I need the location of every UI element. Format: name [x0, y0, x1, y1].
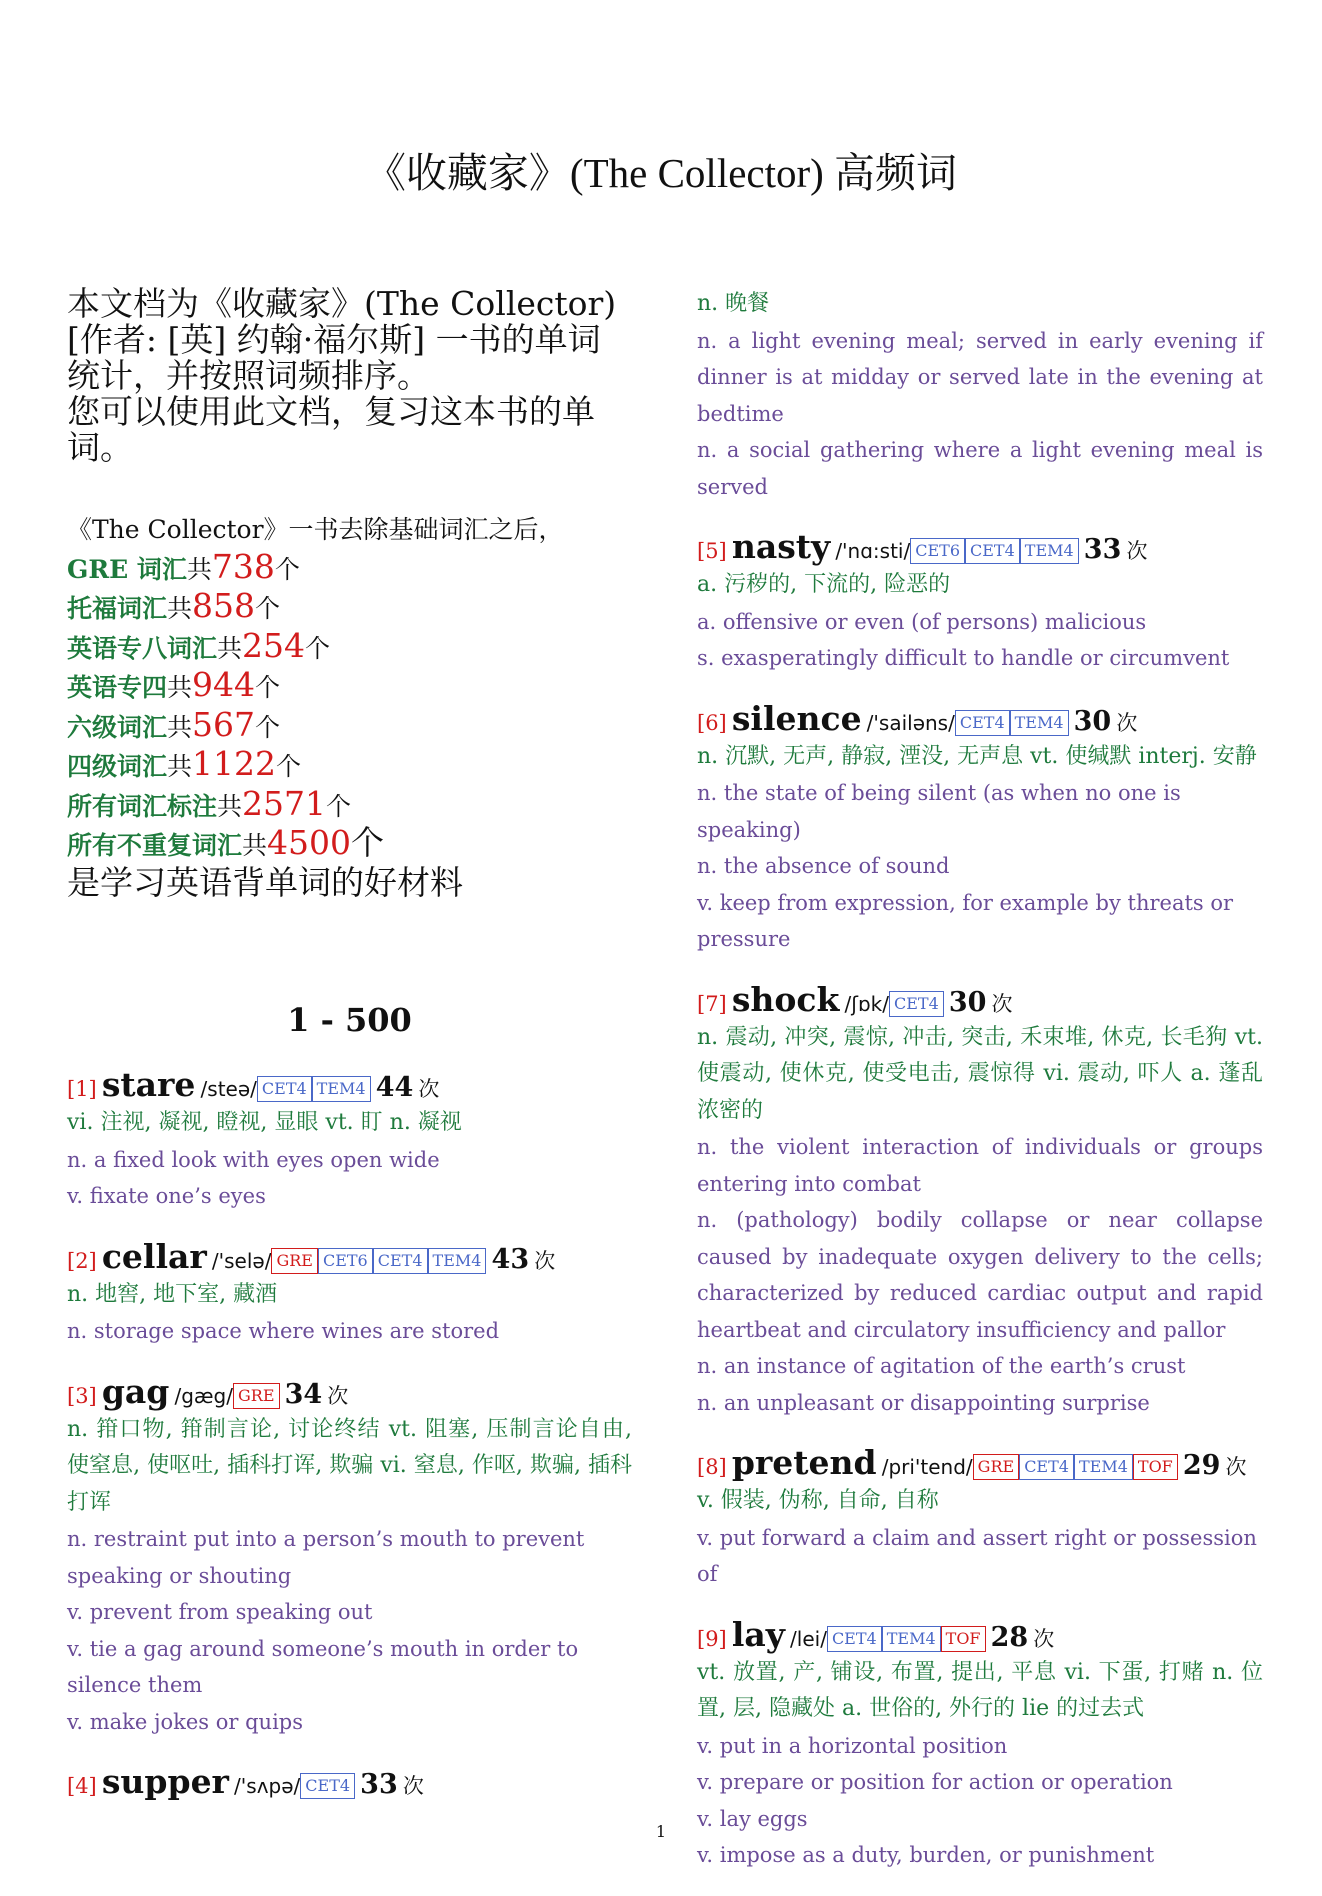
chinese-definition: n. 沉默, 无声, 静寂, 湮没, 无声息 vt. 使缄默 interj. 安静 — [697, 743, 1257, 769]
stat-label: 英语专四 — [67, 673, 168, 702]
headword: stare — [101, 1065, 196, 1104]
stat-mid: 共 — [167, 752, 193, 781]
word-entry — [697, 699, 1263, 958]
stat-value: 858 — [192, 586, 256, 625]
phonetic: /ʃɒk/ — [844, 991, 889, 1016]
headword-line — [697, 527, 1263, 567]
stat-mid: 共 — [217, 633, 243, 663]
english-definition: v. impose as a duty, burden, or punishment — [697, 1843, 1155, 1867]
english-definition: v. lay eggs — [697, 1806, 808, 1831]
chinese-definition: n. 地窖, 地下室, 藏酒 — [67, 1281, 278, 1307]
tag-badge: GRE — [271, 1248, 318, 1274]
word-entry-continued — [697, 286, 1263, 505]
right-column — [697, 286, 1263, 1896]
headword: gag — [101, 1371, 170, 1411]
entry-index: [3] — [67, 1383, 97, 1408]
stat-label: 四级词汇 — [67, 752, 168, 781]
stat-value: 738 — [211, 546, 275, 586]
english-definition: n. a light evening meal; served in early evening if dinner is at midday or served late in the evening at bedtime — [697, 328, 1263, 426]
stat-mid: 共 — [167, 712, 193, 742]
english-definition: v. keep from expression, for example by threats or pressure — [697, 890, 1234, 951]
tag-badge: TEM4 — [1074, 1454, 1133, 1480]
tag-badge: CET4 — [827, 1626, 882, 1652]
english-definition: v. fixate one’s eyes — [67, 1184, 266, 1208]
frequency-count: 44 — [375, 1072, 414, 1103]
stat-mid: 共 — [217, 791, 243, 821]
word-entry — [697, 527, 1263, 677]
english-definition: n. the absence of sound — [697, 854, 950, 878]
headword: cellar — [101, 1236, 207, 1276]
phonetic: /'nɑ:sti/ — [835, 539, 911, 563]
stat-line — [67, 783, 632, 826]
stat-unit: 个 — [276, 752, 302, 781]
chinese-definition: a. 污秽的, 下流的, 险恶的 — [697, 572, 951, 597]
frequency-unit: 次 — [1225, 1455, 1247, 1479]
phonetic: /gæg/ — [174, 1383, 233, 1408]
headword: supper — [101, 1762, 229, 1801]
stat-line — [67, 546, 632, 589]
headword-line — [697, 1443, 1263, 1483]
tag-badge: CET4 — [257, 1076, 312, 1102]
stats-heading: 《The Collector》一书去除基础词汇之后， — [67, 515, 564, 544]
stat-line — [67, 625, 632, 668]
headword-line — [697, 980, 1263, 1020]
headword: silence — [731, 698, 862, 738]
english-definition: n. the violent interaction of individuals or groups entering into combat — [697, 1135, 1263, 1196]
stat-line — [67, 667, 632, 707]
tag-badge: TEM4 — [1010, 710, 1069, 736]
headword: lay — [731, 1614, 785, 1654]
headword-line — [697, 1615, 1263, 1655]
stat-label: 英语专八词汇 — [67, 633, 218, 663]
english-definition: n. an unpleasant or disappointing surprise — [697, 1390, 1150, 1415]
frequency-count: 33 — [1083, 534, 1122, 565]
english-definition: s. exasperatingly difficult to handle or circumvent — [697, 646, 1230, 670]
frequency-count: 29 — [1182, 1450, 1221, 1481]
entry-index: [2] — [67, 1248, 97, 1273]
phonetic: /'selə/ — [211, 1248, 272, 1273]
word-entry — [697, 1443, 1263, 1593]
headword-line — [67, 1065, 632, 1105]
stat-unit: 个 — [305, 633, 331, 663]
chinese-definition: vi. 注视, 凝视, 瞪视, 显眼 vt. 盯 n. 凝视 — [67, 1110, 462, 1135]
stat-value: 567 — [192, 704, 256, 744]
tag-badge: TEM4 — [428, 1248, 487, 1274]
headword-line — [697, 699, 1263, 739]
tag-badge: GRE — [233, 1383, 280, 1409]
vocab-stats — [67, 512, 632, 901]
chinese-definition: n. 震动, 冲突, 震惊, 冲击, 突击, 禾束堆, 休克, 长毛狗 vt. 使震动, 使休克, 使受电击, 震惊得 vi. 震动, 吓人 a. 蓬乱浓密的 — [697, 1024, 1263, 1123]
frequency-unit: 次 — [418, 1077, 440, 1101]
english-definition: v. tie a gag around someone’s mouth in order to silence them — [67, 1636, 579, 1697]
english-definition: n. a fixed look with eyes open wide — [67, 1147, 440, 1172]
frequency-count: 28 — [990, 1621, 1029, 1653]
chinese-definition: n. 箝口物, 箝制言论, 讨论终结 vt. 阻塞, 压制言论自由, 使窒息, 使呕吐, 插科打诨, 欺骗 vi. 窒息, 作呕, 欺骗, 插科打诨 — [67, 1416, 632, 1515]
english-definition: a. offensive or even (of persons) malicious — [697, 609, 1147, 634]
tag-badge: CET4 — [1019, 1454, 1074, 1480]
tag-badge: TEM4 — [882, 1626, 941, 1652]
entry-index: [1] — [67, 1077, 97, 1101]
tag-badge: CET4 — [955, 710, 1010, 736]
stat-value: 254 — [242, 625, 306, 665]
english-definition: v. prevent from speaking out — [67, 1600, 373, 1624]
phonetic: /pri'tend/ — [881, 1455, 973, 1479]
english-definition: n. an instance of agitation of the earth’s crust — [697, 1354, 1186, 1378]
stat-unit: 个 — [255, 673, 281, 702]
frequency-count: 30 — [948, 986, 987, 1018]
left-column — [67, 286, 632, 1824]
tag-badge: TOF — [1133, 1454, 1178, 1480]
entry-index: [7] — [697, 991, 727, 1016]
chinese-definition: n. 晚餐 — [697, 291, 770, 316]
frequency-count: 30 — [1073, 705, 1112, 737]
english-definition: n. (pathology) bodily collapse or near collapse caused by inadequate oxygen delivery to the cells; characterized by reduced cardiac output and rapid heartbeat and circulatory insufficiency and pallor — [697, 1208, 1263, 1342]
entry-index: [9] — [697, 1626, 727, 1651]
phonetic: /lei/ — [790, 1626, 827, 1651]
stat-line — [67, 704, 632, 747]
frequency-count: 34 — [284, 1378, 323, 1410]
tag-badge: CET6 — [910, 538, 965, 564]
english-definition: n. the state of being silent (as when no one is speaking) — [697, 781, 1181, 842]
frequency-count: 33 — [360, 1769, 398, 1800]
frequency-unit: 次 — [991, 991, 1013, 1016]
frequency-unit: 次 — [327, 1383, 349, 1408]
page-number: 1 — [655, 1822, 667, 1841]
stat-unit: 个 — [255, 712, 281, 742]
phonetic: /'sailəns/ — [866, 710, 955, 735]
frequency-unit: 次 — [402, 1774, 424, 1798]
word-entry — [697, 980, 1263, 1422]
range-heading: 1 - 500 — [287, 1001, 412, 1039]
stat-unit: 个 — [351, 823, 385, 862]
headword: shock — [731, 979, 840, 1019]
stat-label: 所有词汇标注 — [67, 791, 218, 821]
tag-badge: TEM4 — [1020, 538, 1079, 564]
tag-badge: TOF — [941, 1626, 986, 1652]
tag-badge: CET4 — [373, 1248, 428, 1274]
word-entry — [67, 1065, 632, 1215]
stat-mid: 共 — [167, 594, 193, 623]
tag-badge: GRE — [973, 1454, 1020, 1480]
stat-mid: 共 — [186, 554, 212, 584]
page-title: 《收藏家》(The Collector) 高频词 — [364, 150, 958, 196]
english-definition: v. prepare or position for action or operation — [697, 1770, 1173, 1794]
entry-index: [4] — [67, 1774, 97, 1798]
stat-value: 944 — [192, 665, 256, 704]
stat-value: 2571 — [242, 783, 327, 823]
intro — [67, 286, 632, 466]
headword-line — [67, 1762, 632, 1802]
tag-badge: CET6 — [318, 1248, 373, 1274]
stat-value: 1122 — [192, 744, 277, 783]
stat-unit: 个 — [255, 594, 281, 623]
english-definition: n. storage space where wines are stored — [67, 1319, 500, 1343]
tag-badge: CET4 — [965, 538, 1020, 564]
stat-label: 六级词汇 — [67, 712, 168, 742]
frequency-unit: 次 — [1033, 1626, 1055, 1651]
tag-badge: TEM4 — [312, 1076, 371, 1102]
stat-label: 所有不重复词汇 — [67, 831, 243, 860]
frequency-unit: 次 — [1116, 710, 1138, 735]
headword: nasty — [731, 527, 831, 566]
frequency-count: 43 — [491, 1243, 530, 1275]
stat-label: GRE 词汇 — [67, 554, 187, 584]
tag-badge: CET4 — [300, 1773, 355, 1799]
stat-mid: 共 — [242, 831, 268, 860]
word-entry — [67, 1762, 632, 1802]
headword-line — [67, 1372, 632, 1412]
entry-index: [5] — [697, 539, 727, 563]
english-definition: n. restraint put into a person’s mouth to prevent speaking or shouting — [67, 1527, 585, 1588]
word-entry — [67, 1372, 632, 1741]
stat-unit: 个 — [274, 554, 300, 584]
stat-line — [67, 825, 632, 865]
phonetic: /'sʌpə/ — [234, 1774, 301, 1798]
intro-paragraph: 本文档为《收藏家》(The Collector)[作者: [英] 约翰·福尔斯] 一书的单词统计，并按照词频排序。 — [67, 284, 617, 395]
english-definition: n. a social gathering where a light evening meal is served — [697, 438, 1263, 499]
word-entry — [67, 1237, 632, 1350]
stat-value: 4500 — [267, 823, 352, 862]
english-definition: v. make jokes or quips — [67, 1709, 304, 1734]
tag-badge: CET4 — [889, 991, 944, 1017]
english-definition: v. put forward a claim and assert right or possession of — [697, 1525, 1257, 1586]
stat-unit: 个 — [326, 791, 352, 821]
stat-mid: 共 — [167, 673, 193, 702]
stat-line — [67, 746, 632, 786]
entry-index: [6] — [697, 710, 727, 735]
frequency-unit: 次 — [1126, 539, 1148, 563]
phonetic: /steə/ — [200, 1077, 257, 1101]
stat-line — [67, 588, 632, 628]
chinese-definition: vt. 放置, 产, 铺设, 布置, 提出, 平息 vi. 下蛋, 打赌 n. 位置, 层, 隐藏处 a. 世俗的, 外行的 lie 的过去式 — [697, 1659, 1263, 1721]
chinese-definition: v. 假装, 伪称, 自命, 自称 — [697, 1488, 939, 1513]
stat-label: 托福词汇 — [67, 594, 168, 623]
headword-line — [67, 1237, 632, 1277]
entry-index: [8] — [697, 1455, 727, 1479]
headword: pretend — [731, 1443, 877, 1482]
frequency-unit: 次 — [534, 1248, 556, 1273]
stats-closing: 是学习英语背单词的好材料 — [67, 862, 463, 902]
intro-paragraph: 您可以使用此文档，复习这本书的单词。 — [67, 392, 595, 467]
english-definition: v. put in a horizontal position — [697, 1733, 1008, 1758]
